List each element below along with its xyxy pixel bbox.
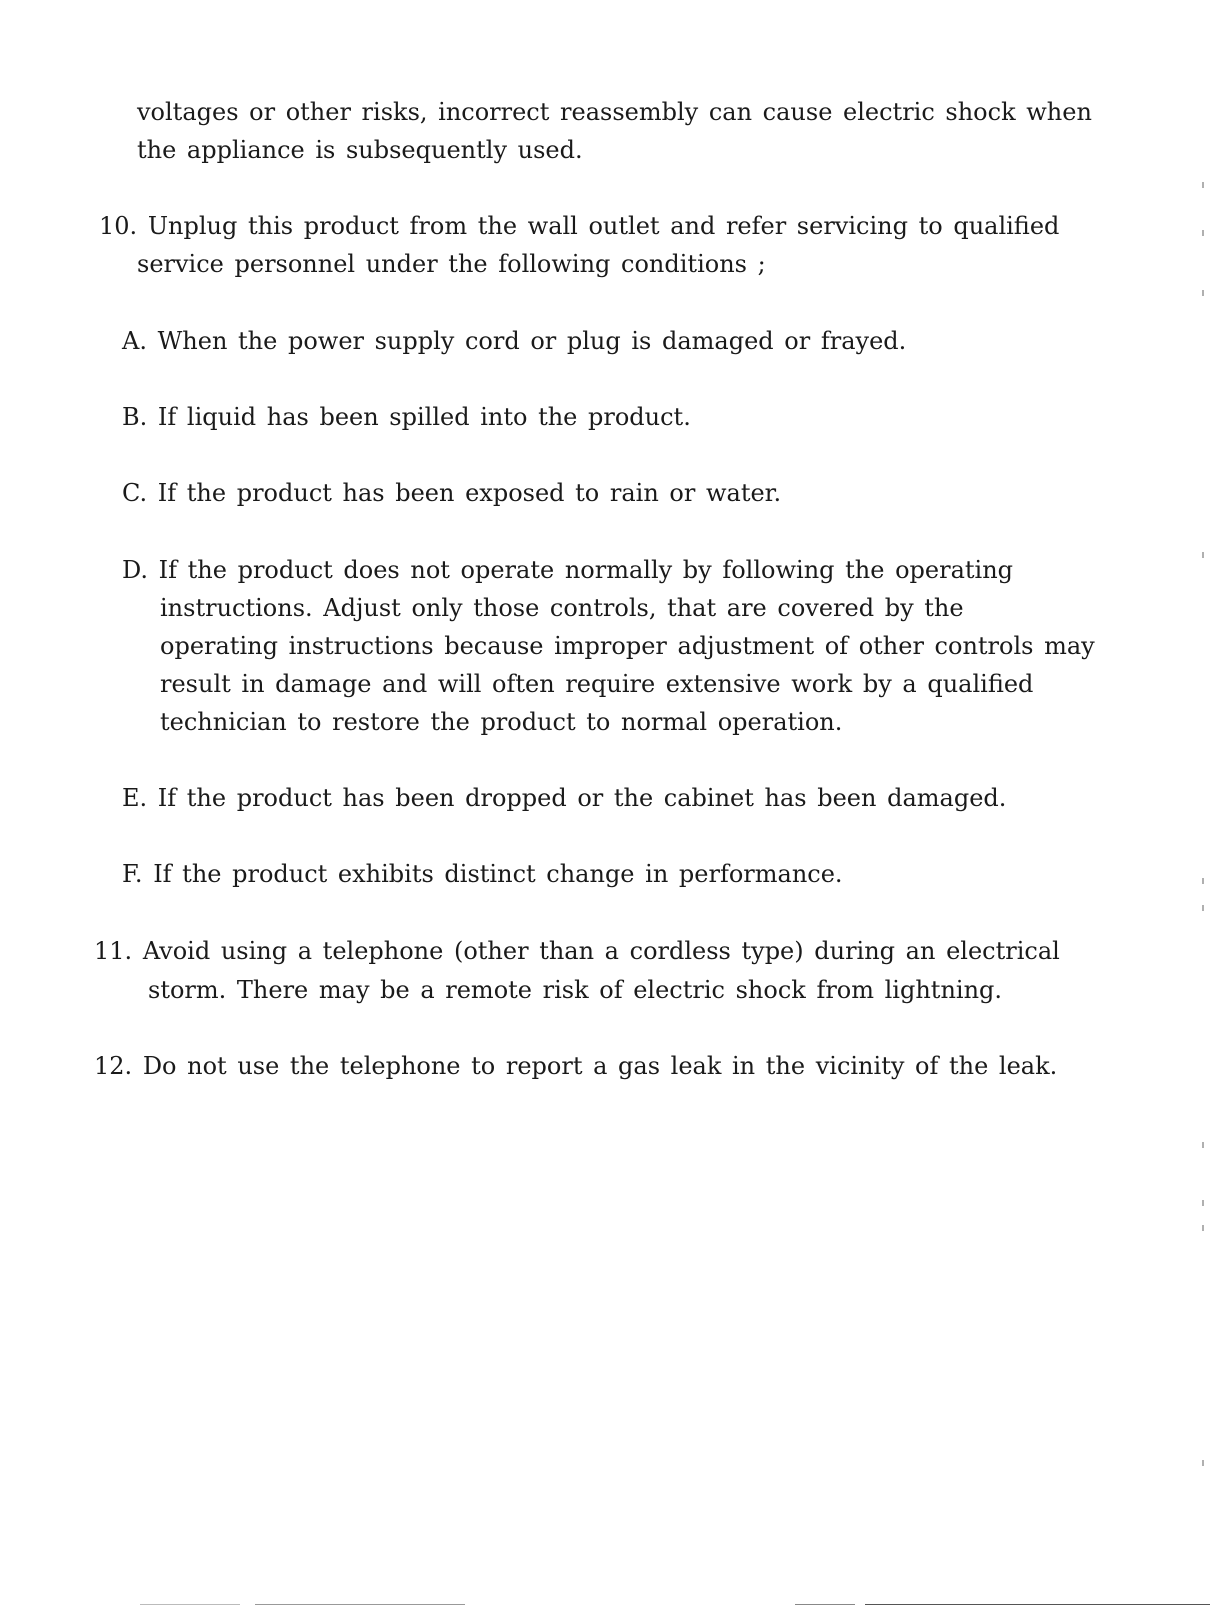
subitem-e-letter: E. (122, 784, 148, 812)
scan-bottom-mark (795, 1604, 855, 1605)
scan-speck (1202, 230, 1204, 236)
subitem-d-line-1: If the product does not operate normally by following the operating (158, 556, 1014, 584)
subitem-a-letter: A. (122, 327, 147, 355)
scan-bottom-mark (255, 1604, 465, 1605)
subitem-d-line-5: technician to restore the product to normal operation. (160, 708, 843, 736)
scan-speck (1202, 1225, 1204, 1231)
subitem-a-text: When the power supply cord or plug is damaged or frayed. (157, 327, 907, 355)
subitem-e-text: If the product has been dropped or the cabinet has been damaged. (157, 784, 1007, 812)
subitem-b-text: If liquid has been spilled into the product. (157, 403, 691, 431)
scan-speck (1202, 1200, 1204, 1206)
subitem-b (122, 398, 691, 436)
subitem-e (122, 779, 1006, 817)
intro-line-2: the appliance is subsequently used. (137, 136, 583, 164)
scan-speck (1202, 905, 1204, 911)
subitem-c-text: If the product has been exposed to rain or water. (157, 479, 782, 507)
item-12 (94, 1047, 1057, 1085)
scan-speck (1202, 290, 1204, 296)
subitem-d-line-4: result in damage and will often require extensive work by a qualified (160, 670, 1034, 698)
scan-speck (1202, 878, 1204, 884)
item-12-text: Do not use the telephone to report a gas leak in the vicinity of the leak. (142, 1052, 1058, 1080)
intro-line-1: voltages or other risks, incorrect reassembly can cause electric shock when (137, 98, 1092, 126)
subitem-c (122, 474, 781, 512)
scan-speck (1202, 552, 1204, 558)
subitem-d-first-line (122, 551, 1013, 589)
scan-bottom-mark (140, 1604, 240, 1605)
item-10-line-2: service personnel under the following conditions ; (137, 250, 766, 278)
subitem-d-line-2: instructions. Adjust only those controls, that are covered by the (160, 594, 964, 622)
item-12-number: 12. (94, 1052, 133, 1080)
item-11-line-2: storm. There may be a remote risk of electric shock from lightning. (148, 976, 1003, 1004)
item-10-line-1: Unplug this product from the wall outlet and refer servicing to qualified (147, 212, 1060, 240)
item-11-number: 11. (94, 937, 133, 965)
item-10-first-line (99, 207, 1059, 245)
scan-bottom-mark (865, 1604, 1210, 1605)
subitem-a (122, 322, 906, 360)
scan-speck (1202, 182, 1204, 188)
item-10-number: 10. (99, 212, 138, 240)
item-11-first-line (94, 932, 1060, 970)
subitem-f-letter: F. (122, 860, 143, 888)
subitem-d-line-3: operating instructions because improper adjustment of other controls may (160, 632, 1095, 660)
subitem-b-letter: B. (122, 403, 148, 431)
subitem-c-letter: C. (122, 479, 148, 507)
item-11-line-1: Avoid using a telephone (other than a cordless type) during an electrical (142, 937, 1060, 965)
subitem-f-text: If the product exhibits distinct change in performance. (153, 860, 843, 888)
subitem-d-letter: D. (122, 556, 149, 584)
scan-speck (1202, 1142, 1204, 1148)
scan-speck (1202, 1460, 1204, 1466)
subitem-f (122, 855, 843, 893)
